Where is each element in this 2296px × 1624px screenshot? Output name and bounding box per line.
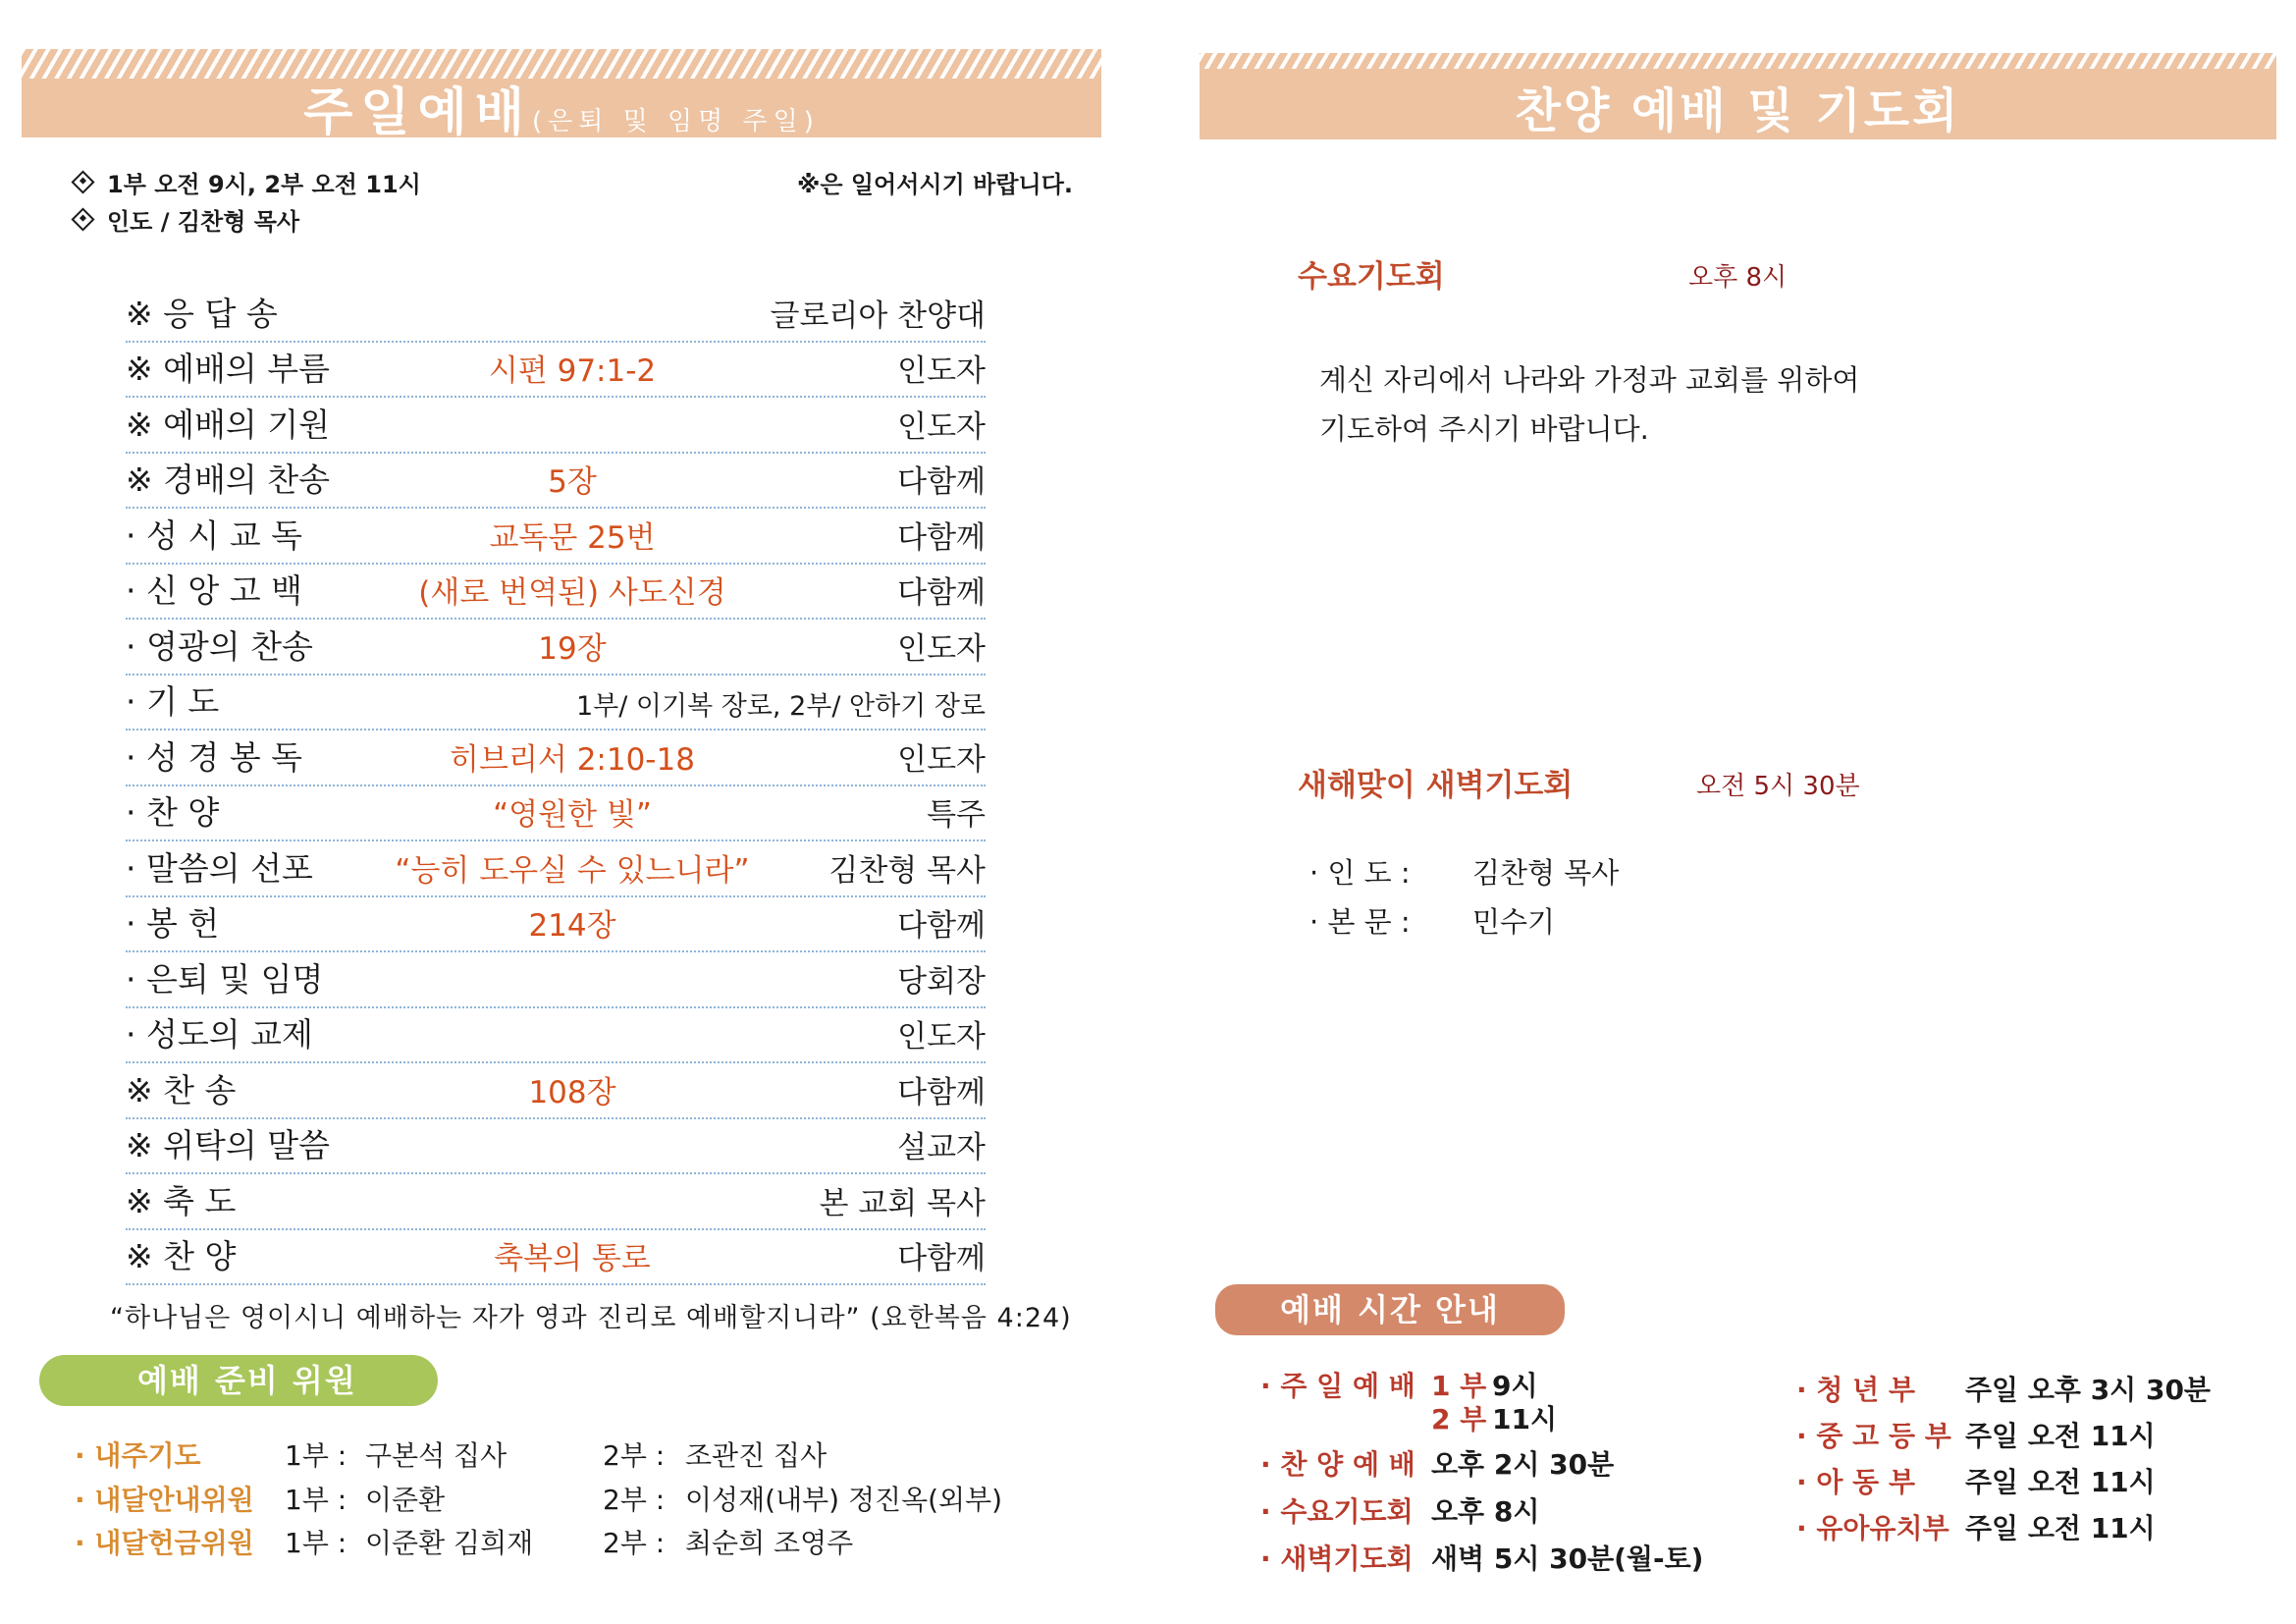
order-leader: 다함께 [897,908,986,944]
order-label: · 말씀의 선포 [126,848,313,888]
header-main-title: 주일예배 [303,83,533,142]
order-leader: 다함께 [897,519,986,556]
order-leader: 인도자 [897,408,986,445]
dawn-text-label: · 본 문 : [1309,905,1411,939]
order-row [126,1230,986,1286]
committee-part1-names: 구본석 집사 [365,1439,507,1472]
schedule-dept-time: 주일 오전 11시 [1965,1420,2156,1452]
order-leader: 인도자 [897,630,986,667]
order-detail: 교독문 25번 [489,519,656,556]
order-leader: 다함께 [897,575,986,611]
order-of-service [126,287,986,1285]
order-row [126,1174,986,1230]
schedule-dawn-label: · 새벽기도회 [1260,1543,1414,1575]
order-row [126,620,986,676]
service-time-line [75,165,421,199]
order-row [126,841,986,897]
schedule-wednesday-label: · 수요기도회 [1260,1495,1414,1528]
scripture-verse: “하나님은 영이시니 예배하는 자가 영과 진리로 예배할지니라” (요한복음 4:24) [110,1303,1072,1333]
committee-part2-label: 2부 : [603,1484,666,1516]
schedule-sunday-part2: 2 부 [1431,1403,1487,1435]
order-detail: “영원한 빛” [493,797,652,833]
order-leader: 다함께 [897,1241,986,1276]
order-detail: 19장 [538,630,607,667]
order-row [126,509,986,565]
schedule-dept-label: · 아 동 부 [1796,1466,1916,1498]
committee-part2-label: 2부 : [603,1527,666,1559]
service-leader: 인도 / 김찬형 목사 [107,208,300,236]
schedule-sunday-part1: 1 부 [1431,1370,1487,1402]
diamond-bullet-icon [71,170,94,193]
wednesday-prayer-text-2: 기도하여 주시기 바랍니다. [1319,412,1649,446]
committee-part2-names: 최순희 조영주 [685,1527,854,1559]
order-detail: 108장 [528,1074,616,1110]
dawn-leader-label: · 인 도 : [1309,856,1411,890]
committee-part2-label: 2부 : [603,1439,666,1472]
order-label: · 영광의 찬송 [126,626,313,666]
order-row [126,1063,986,1119]
diamond-bullet-icon [71,207,94,231]
order-leader: 인도자 [897,741,986,778]
schedule-dept-label: · 중 고 등 부 [1796,1420,1951,1452]
order-leader: 본 교회 목사 [819,1185,986,1221]
order-detail: “능히 도우실 수 있느니라” [395,852,750,889]
wednesday-prayer-time: 오후 8시 [1688,263,1788,293]
wednesday-prayer-text-1: 계신 자리에서 나라와 가정과 교회를 위하여 [1319,363,1860,397]
header-stripe-decoration [1200,53,2276,69]
right-header-title: 찬양 예배 및 기도회 [1515,83,1961,138]
order-leader: 김찬형 목사 [828,852,986,889]
left-header-title [22,71,1101,144]
schedule-title: 예배 시간 안내 [1215,1284,1565,1335]
order-leader: 특주 [927,797,986,833]
order-label: · 찬 양 [126,793,220,832]
committee-part1-label: 1부 : [285,1484,347,1516]
schedule-dawn-time: 새벽 5시 30분(월-토) [1431,1543,1704,1575]
order-row [126,343,986,399]
order-leader: 글로리아 찬양대 [770,298,986,334]
schedule-praise-time: 오후 2시 30분 [1431,1448,1615,1481]
order-label: · 성 시 교 독 [126,515,302,555]
order-leader: 다함께 [897,464,986,500]
order-detail: 5장 [548,464,597,500]
order-leader: 인도자 [897,353,986,389]
schedule-sunday-time1: 9시 [1492,1370,1538,1402]
order-row [126,565,986,621]
schedule-dept-label: · 청 년 부 [1796,1374,1916,1406]
order-detail: 214장 [528,908,616,944]
order-leader: 1부/ 이기복 장로, 2부/ 안하기 장로 [575,691,986,722]
order-row [126,952,986,1008]
order-leader: 인도자 [897,1019,986,1055]
order-row [126,287,986,343]
order-label: · 봉 헌 [126,904,220,943]
order-leader: 다함께 [897,1074,986,1110]
order-label: ※ 응 답 송 [126,294,278,333]
order-row [126,398,986,454]
committee-role: · 내주기도 [75,1439,201,1472]
order-detail: 시편 97:1-2 [488,353,657,389]
order-row [126,1119,986,1175]
order-row [126,676,986,731]
schedule-sunday-time2: 11시 [1492,1403,1558,1435]
order-row [126,731,986,786]
schedule-wednesday-time: 오후 8시 [1431,1495,1540,1528]
dawn-leader: 김찬형 목사 [1472,856,1620,890]
order-label: ※ 축 도 [126,1181,237,1220]
order-row [126,786,986,842]
standing-note: ※은 일어서시기 바랍니다. [797,171,1073,198]
committee-part1-names: 이준환 김희재 [365,1527,534,1559]
order-label: ※ 찬 양 [126,1237,237,1275]
order-detail: (새로 번역된) 사도신경 [418,575,726,611]
order-label: · 기 도 [126,682,220,721]
schedule-sunday-label: · 주 일 예 배 [1260,1370,1415,1402]
service-leader-line [75,202,299,237]
left-header-band [22,49,1101,142]
schedule-dept-time: 주일 오전 11시 [1965,1466,2156,1498]
order-detail: 축복의 통로 [494,1241,651,1276]
committee-part1-label: 1부 : [285,1439,347,1472]
committee-role: · 내달헌금위원 [75,1527,254,1559]
order-label: · 성도의 교제 [126,1015,313,1054]
order-label: ※ 찬 송 [126,1070,237,1110]
schedule-dept-time: 주일 오전 11시 [1965,1512,2156,1544]
right-header-band [1200,53,2276,139]
order-leader: 설교자 [897,1130,986,1165]
order-label: · 은퇴 및 임명 [126,959,324,999]
order-label: · 성 경 봉 독 [126,737,302,777]
order-row [126,454,986,510]
service-time: 1부 오전 9시, 2부 오전 11시 [107,171,421,198]
committee-part1-label: 1부 : [285,1527,347,1559]
order-row [126,897,986,953]
dawn-prayer-title: 새해맞이 새벽기도회 [1298,768,1574,803]
order-label: ※ 예배의 기원 [126,405,331,444]
committee-part2-names: 조관진 집사 [685,1439,828,1472]
committee-part2-names: 이성재(내부) 정진옥(외부) [685,1484,1003,1516]
committee-role: · 내달안내위원 [75,1484,254,1516]
wednesday-prayer-title: 수요기도회 [1298,259,1445,295]
schedule-dept-label: · 유아유치부 [1796,1512,1949,1544]
order-leader: 당회장 [897,963,986,1000]
order-label: · 신 앙 고 백 [126,571,302,610]
order-row [126,1008,986,1064]
committee-part1-names: 이준환 [365,1484,446,1516]
order-label: ※ 위탁의 말씀 [126,1126,331,1164]
order-label: ※ 예배의 부름 [126,350,331,388]
order-label: ※ 경배의 찬송 [126,460,331,499]
header-subtitle: (은퇴 및 임명 주일) [532,107,820,136]
committee-title: 예배 준비 위원 [39,1355,438,1406]
schedule-dept-time: 주일 오후 3시 30분 [1965,1374,2211,1406]
dawn-text: 민수기 [1472,905,1556,939]
order-detail: 히브리서 2:10-18 [450,741,695,778]
schedule-praise-label: · 찬 양 예 배 [1260,1448,1415,1481]
dawn-prayer-time: 오전 5시 30분 [1696,772,1860,801]
